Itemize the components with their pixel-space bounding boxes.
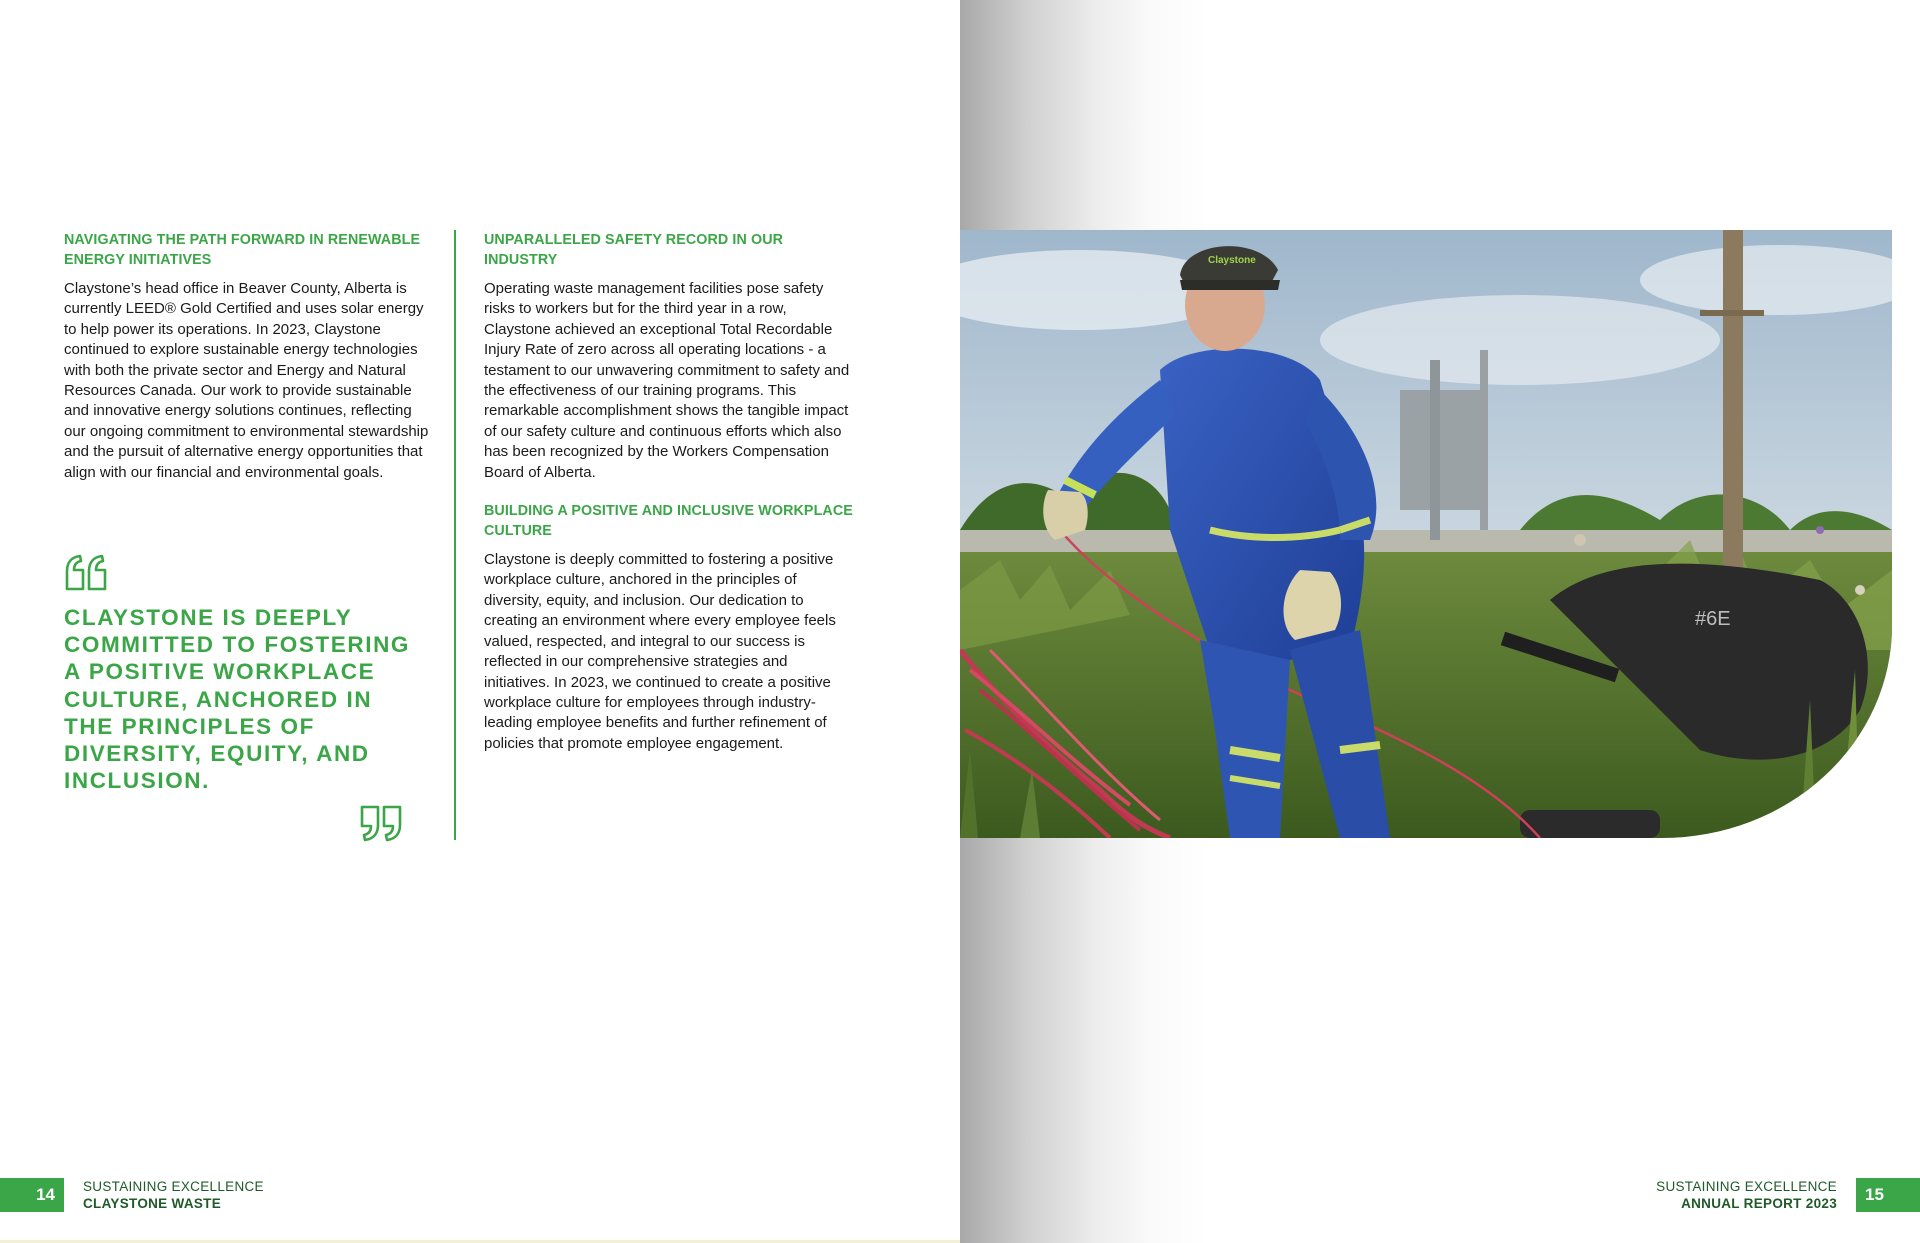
footer-right-line2: ANNUAL REPORT 2023 [1681,1196,1837,1211]
column-divider [454,230,456,840]
equipment-marking: #6E [1695,608,1731,630]
page-number-right: 15 [1865,1185,1884,1204]
worker-photo [960,230,1892,838]
section-body-workplace-culture: Claystone is deeply committed to fostering a positive workplace culture, anchored in the principles of diversity, equity, and inclusion. Our dedication to creating an environment where every employee feels valued, respected, and integral to our success is reflected in our comprehensive strategies and initiatives. In 2023, we continued to create a positive workplace culture for employees through industry-leading employee benefits and further refinement of policies that promote employee engagement. [484,551,836,752]
page-number-badge-right [1856,1178,1920,1212]
page-number-badge-left [0,1178,64,1212]
section-heading-workplace-culture: BUILDING A POSITIVE AND INCLUSIVE WORKPLACE CULTURE [484,503,853,540]
section-heading-safety: UNPARALLELED SAFETY RECORD IN OUR INDUSTRY [484,232,784,268]
quote-close-icon [357,803,403,843]
footer-left [83,1178,264,1212]
footer-left-line2: CLAYSTONE WASTE [83,1196,222,1211]
section-heading-renewable-energy: NAVIGATING THE PATH FORWARD IN RENEWABLE ENERGY INITIATIVES [64,232,421,268]
right-column [484,230,854,772]
left-column [64,230,430,501]
quote-open-icon [64,553,110,593]
cap-logo-text: Claystone [1208,255,1256,266]
page-number-left: 14 [36,1185,55,1204]
pull-quote: CLAYSTONE IS DEEPLY COMMITTED TO FOSTERING A POSITIVE WORKPLACE CULTURE, ANCHORED IN THE PRINCIPLES OF DIVERSITY, EQUITY, AND INCLUSION. [64,605,411,794]
section-body-safety: Operating waste management facilities pose safety risks to workers but for the third year in a row, Claystone achieved an exceptional Total Recordable Injury Rate of zero across all operating locations - a testament to our unwavering commitment to safety and the effectiveness of our training programs. This remarkable accomplishment shows the tangible impact of our safety culture and continuous efforts which also has been recognized by the Workers Compensation Board of Alberta. [484,280,850,481]
footer-right [1580,1178,1837,1212]
section-body-renewable-energy: Claystone’s head office in Beaver County, Alberta is currently LEED® Gold Certified and uses solar energy to help power its operations. In 2023, Claystone continued to explore sustainable energy technologies with both the private sector and Energy and Natural Resources Canada. Our work to provide sustainable and innovative energy solutions continues, reflecting our ongoing commitment to environmental stewardship and the pursuit of alternative energy opportunities that align with our financial and environmental goals. [64,280,429,481]
footer-right-line1: SUSTAINING EXCELLENCE [1656,1179,1837,1194]
footer-left-line1: SUSTAINING EXCELLENCE [83,1179,264,1194]
